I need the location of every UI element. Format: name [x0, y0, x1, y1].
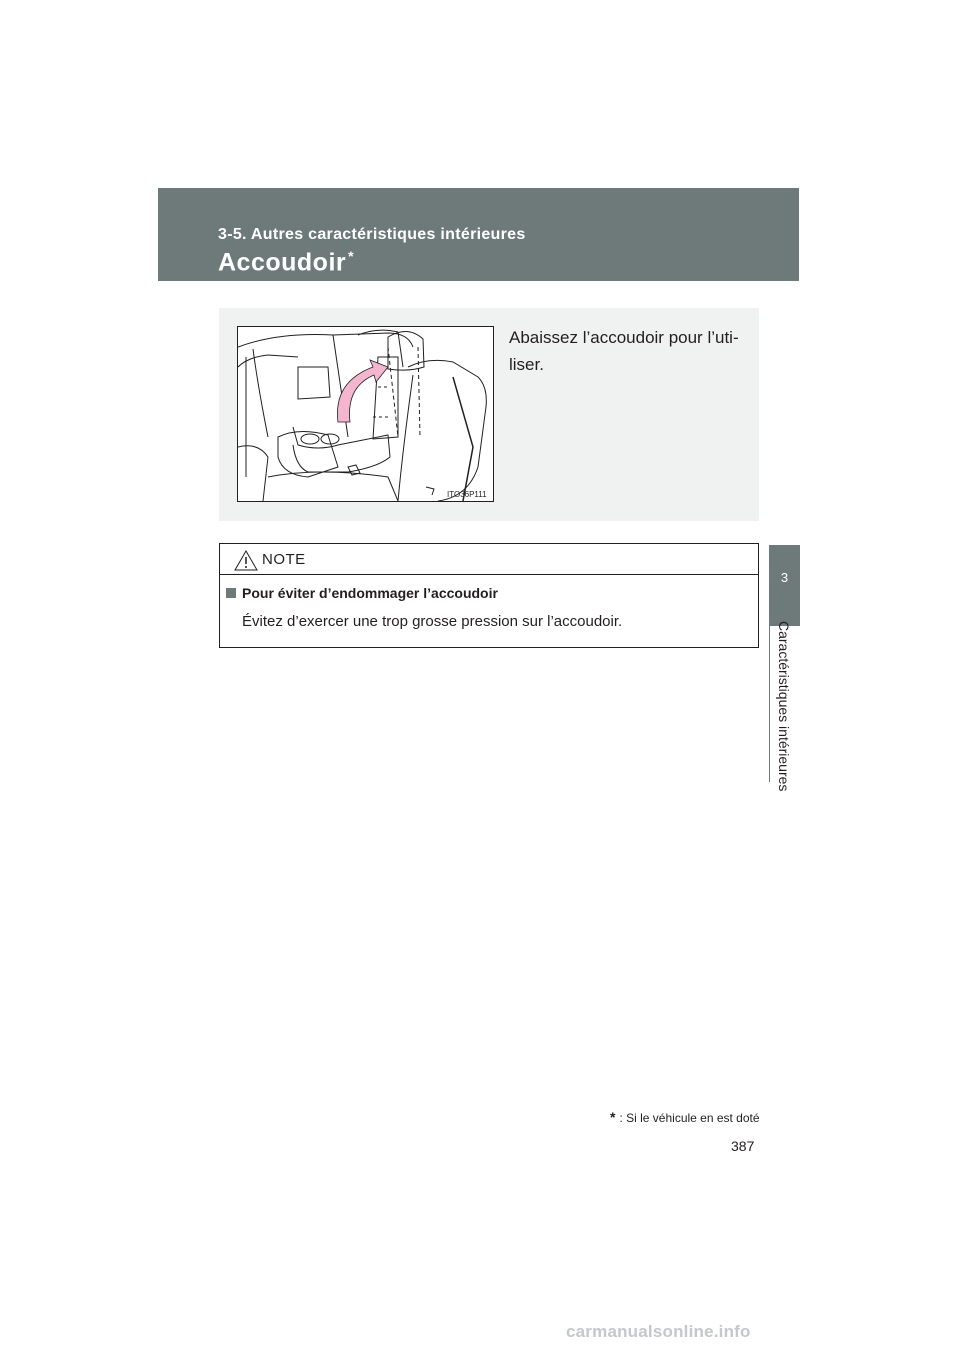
- note-body: Évitez d’exercer une trop grosse pression sur l’accoudoir.: [242, 613, 623, 630]
- chapter-tab-number: 3: [780, 570, 789, 585]
- note-header: [220, 544, 758, 575]
- chapter-tab-label: Caractéristiques intérieures: [776, 620, 792, 792]
- note-box: [219, 543, 759, 648]
- illustration-code: ITO36P111: [447, 490, 487, 499]
- page-title-text: Accoudoir: [218, 248, 347, 277]
- note-label: NOTE: [262, 551, 306, 568]
- armrest-drawing: [238, 327, 493, 501]
- watermark: carmanualsonline.info: [566, 1322, 751, 1341]
- asterisk-icon: *: [610, 1109, 616, 1125]
- illustration-caption: Abaissez l’accoudoir pour l’uti-liser.: [509, 328, 739, 374]
- chapter-tab-label-wrap: [770, 620, 798, 792]
- page-number: 387: [731, 1138, 755, 1154]
- footnote-text: : Si le véhicule en est doté: [619, 1111, 760, 1125]
- down-arrow-icon: [337, 360, 388, 422]
- note-heading: Pour éviter d’endommager l’accoudoir: [242, 585, 498, 601]
- square-bullet-icon: [226, 588, 236, 598]
- title-asterisk: *: [348, 248, 355, 264]
- armrest-illustration: [237, 326, 494, 502]
- footnote: [610, 1109, 760, 1125]
- warning-triangle-icon: [234, 550, 258, 571]
- page-title: [218, 248, 354, 277]
- chapter-tab: [769, 545, 800, 626]
- section-label: 3-5. Autres caractéristiques intérieures: [218, 226, 526, 243]
